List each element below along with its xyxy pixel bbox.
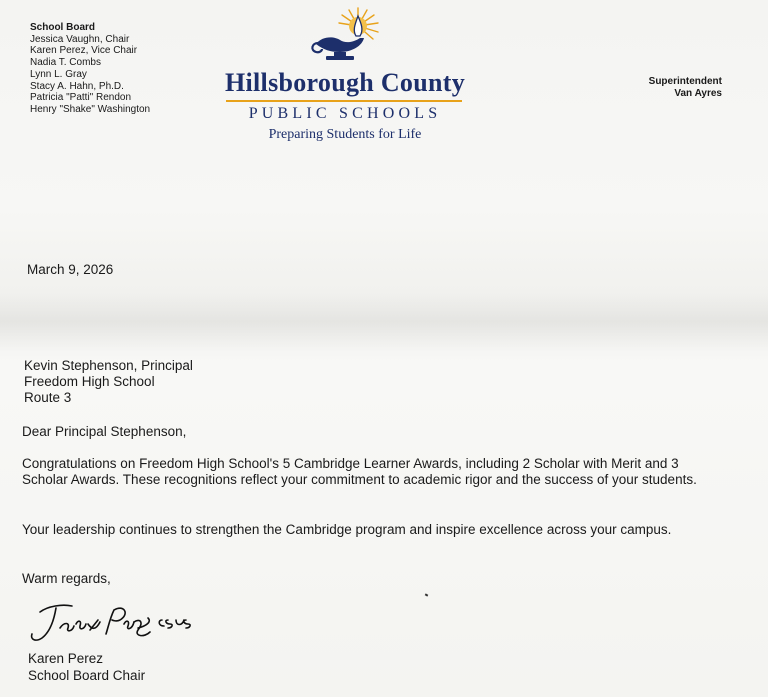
board-member: Karen Perez, Vice Chair (30, 45, 138, 57)
superintendent-name: Van Ayres (674, 87, 722, 99)
lamp-of-learning-icon (306, 6, 386, 68)
board-member: Nadia T. Combs (30, 57, 101, 69)
gold-rule (226, 100, 462, 102)
logo-tagline: Preparing Students for Life (268, 127, 422, 142)
superintendent-title: Superintendent (648, 76, 722, 87)
recipient-line: Kevin Stephenson, Principal (24, 358, 193, 373)
public-schools-text: PUBLIC SCHOOLS (248, 105, 442, 122)
school-board-list (30, 22, 150, 116)
recipient-address (24, 358, 193, 406)
board-heading: School Board (30, 22, 96, 33)
district-logo (210, 6, 480, 146)
body-paragraph: Your leadership continues to strengthen the Cambridge program and inspire excellence across your campus. (22, 522, 672, 537)
handwritten-signature (26, 598, 226, 650)
closing: Warm regards, (22, 571, 111, 586)
body-paragraph: Congratulations on Freedom High School's 5 Cambridge Learner Awards, including 2 Scholar with Merit and 3 Scholar Awards. These recognitions reflect your commitment to academic rigor and the success of your students. (22, 456, 697, 487)
board-member: Jessica Vaughn, Chair (30, 33, 130, 45)
paper-fold-shadow (0, 292, 768, 352)
recipient-line: Freedom High School (24, 374, 155, 389)
letter-date: March 9, 2026 (27, 262, 114, 277)
signer-name: Karen Perez (28, 651, 104, 666)
board-member: Patricia "Patti" Rendon (30, 92, 132, 104)
district-name: Hillsborough County (224, 68, 466, 97)
signer-title: School Board Chair (28, 668, 146, 683)
salutation: Dear Principal Stephenson, (22, 424, 187, 439)
paper-speck (425, 593, 429, 596)
superintendent-block (649, 76, 722, 99)
board-member: Henry "Shake" Washington (30, 103, 151, 115)
signer-block (28, 650, 145, 684)
board-member: Stacy A. Hahn, Ph.D. (30, 80, 124, 92)
board-member: Lynn L. Gray (30, 68, 87, 80)
recipient-line: Route 3 (24, 390, 72, 405)
